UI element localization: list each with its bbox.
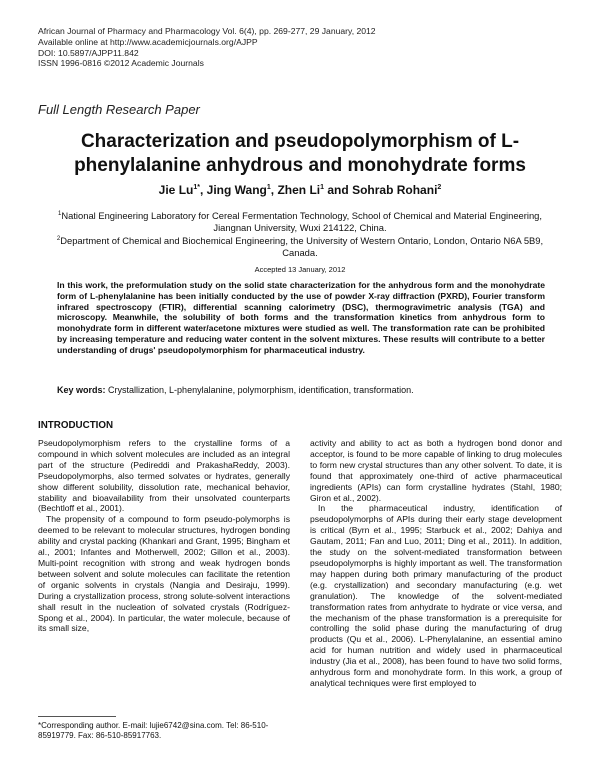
availability-line: Available online at http://www.academicjournals.org/AJPP <box>38 36 258 47</box>
paper-title <box>40 130 560 178</box>
affiliation-number: 2 <box>56 236 61 242</box>
issn-line: ISSN 1996-0816 ©2012 Academic Journals <box>38 58 204 69</box>
author-list: Jie $Lu^{1*}$, Jing Wang$^1$, Zhen Li$^1$ and Sohrab Rohani$^2$ <box>158 183 442 197</box>
keywords-label: Key words: <box>57 385 106 395</box>
author-name: Jing Wang <box>206 183 267 197</box>
paragraph: Pseudopolymorphism refers to the crystalline forms of a compound in which solvent molecules are included as an integral part of the structure (Pedireddi and PrakashaReddy, 2003). Pseudopolymorphs, also termed solvates or hydrates, generally show different solubility, dissolution rate, mechanical behavior, stability and bioavailability from their unsolvated counterparts (Bechtloff et al., 2001). <box>38 438 290 514</box>
footnote-divider <box>38 716 116 717</box>
accepted-date: Accepted 13 January, 2012 <box>254 265 346 274</box>
corresponding-mark: * <box>197 184 200 191</box>
keywords-text: Crystallization, L-phenylalanine, polymorphism, identification, transformation. <box>108 385 414 395</box>
author-affiliation-mark: 1 <box>193 184 198 191</box>
author-affiliation-mark: 1 <box>320 184 325 191</box>
keywords <box>57 385 545 396</box>
affiliation-text: Department of Chemical and Biochemical Engineering, the University of Western Ontario, London, Ontario N6A 5B9, Canada. <box>60 235 544 259</box>
journal-citation: African Journal of Pharmacy and Pharmacology Vol. 6(4), pp. 269-277, 29 January, 2012 <box>38 26 376 36</box>
corresponding-footnote: *Corresponding author. E-mail: lujie6742@sina.com. Tel: 86-510-85919779. Fax: 86-510-85917763. <box>38 721 269 740</box>
affiliation-2 <box>40 233 560 259</box>
author-name: Jie Lu <box>158 183 194 197</box>
article-type: Full Length Research Paper <box>38 102 200 117</box>
right-column <box>310 438 562 689</box>
author-name: Zhen Li <box>277 183 321 197</box>
doi-line: DOI: 10.5897/AJPP11.842 <box>38 47 139 58</box>
affiliation-text: National Engineering Laboratory for Cereal Fermentation Technology, School of Chemical and Material Engineering, Jiangnan University, Wuxi 214122, China. <box>61 210 542 234</box>
author-affiliation-mark: 2 <box>437 184 442 191</box>
paragraph: In the pharmaceutical industry, identification of pseudopolymorphs of APIs during their early stage development is critical (Byrn et al., 1995; Starbuck et al., 2002; Dahiya and Gautam, 2011; Fan and Luo, 2011; Ding et al., 2011). In addition, the study on the solvent-mediated transformation between pseudopolymorphs is highly important as well. The transformation may happen during both primary manufacturing of the product (e.g. crystallization) and secondary manufacturing (e.g. wet granulation). The knowledge of the solvent-mediated transformation rates from anhydrate to hydrate or vice versa, and the mechanism of the phase transformation is a prerequisite for controlling the solid phase during the manufacturing of drug products (Qu et al., 2006). L-Phenylalanine, an essential amino acid for human nutrition and widely used in pharmaceutical industry (Jia et al., 2008), has been found to have two solid forms, anhydrous form and monohydrate form. In this work, a group of analytical techniques were first employed to <box>310 503 562 688</box>
paragraph: The propensity of a compound to form pseudo-polymorphs is deemed to be relevant to molecular structures, hydrogen bonding ability and crystal packing (Khankari and Grant, 1995; Bingham et al., 2001; Infantes and Motherwell, 2002; Gillon et al., 2003). Multi-point recognition with strong and weak hydrogen bonds between solvent and solute molecules can facilitate the retention of organic solvents in crystals (Nangia and Desiraju, 1999). During a crystallization process, strong solute-solvent interactions shall result in the nucleation of solvated crystals (Rodríguez-Spong et al., 2004). In particular, the water molecule, because of its small size, <box>38 514 290 634</box>
section-heading: INTRODUCTION <box>38 420 114 431</box>
affiliation-number: 1 <box>58 211 62 217</box>
author-name: Sohrab Rohani <box>352 183 438 197</box>
title-line-1: Characterization and pseudopolymorphism of L- <box>80 131 520 152</box>
title-line-2: phenylalanine anhydrous and monohydrate forms <box>74 155 526 176</box>
affiliation-1 <box>40 208 560 234</box>
paragraph: activity and ability to act as both a hydrogen bond donor and acceptor, is found to be more capable of linking to drug molecules to form new crystal structures than any other solvent. To date, it is found that approximately one-third of active pharmaceutical ingredients (APIs) can form crystalline hydrates (Stahl, 1980; Giron et al., 2002). <box>310 438 562 503</box>
abstract: In this work, the preformulation study on the solid state characterization for the anhydrous form and the monohydrate form of L-phenylalanine has been initially conducted by the use of powder X-ray diffraction (PXRD), Fourier transform infrared spectroscopy (FTIR), differential scanning calorimetry (DSC), thermogravimetric analysis (TGA) and microscopy. Meanwhile, the solubility of both forms and the transformation kinetics from anhydrous form to monohydrate form in different water/acetone mixtures were studied as well. The transformation rate can be prohibited by increasing temperature and reducing water content in the solvent mixtures. These results will contribute to a better understanding of drugs' pseudopolymorphism for pharmaceutical industry. <box>57 280 545 355</box>
journal-header <box>38 26 376 69</box>
left-column <box>38 438 290 634</box>
author-affiliation-mark: 1 <box>266 184 271 191</box>
